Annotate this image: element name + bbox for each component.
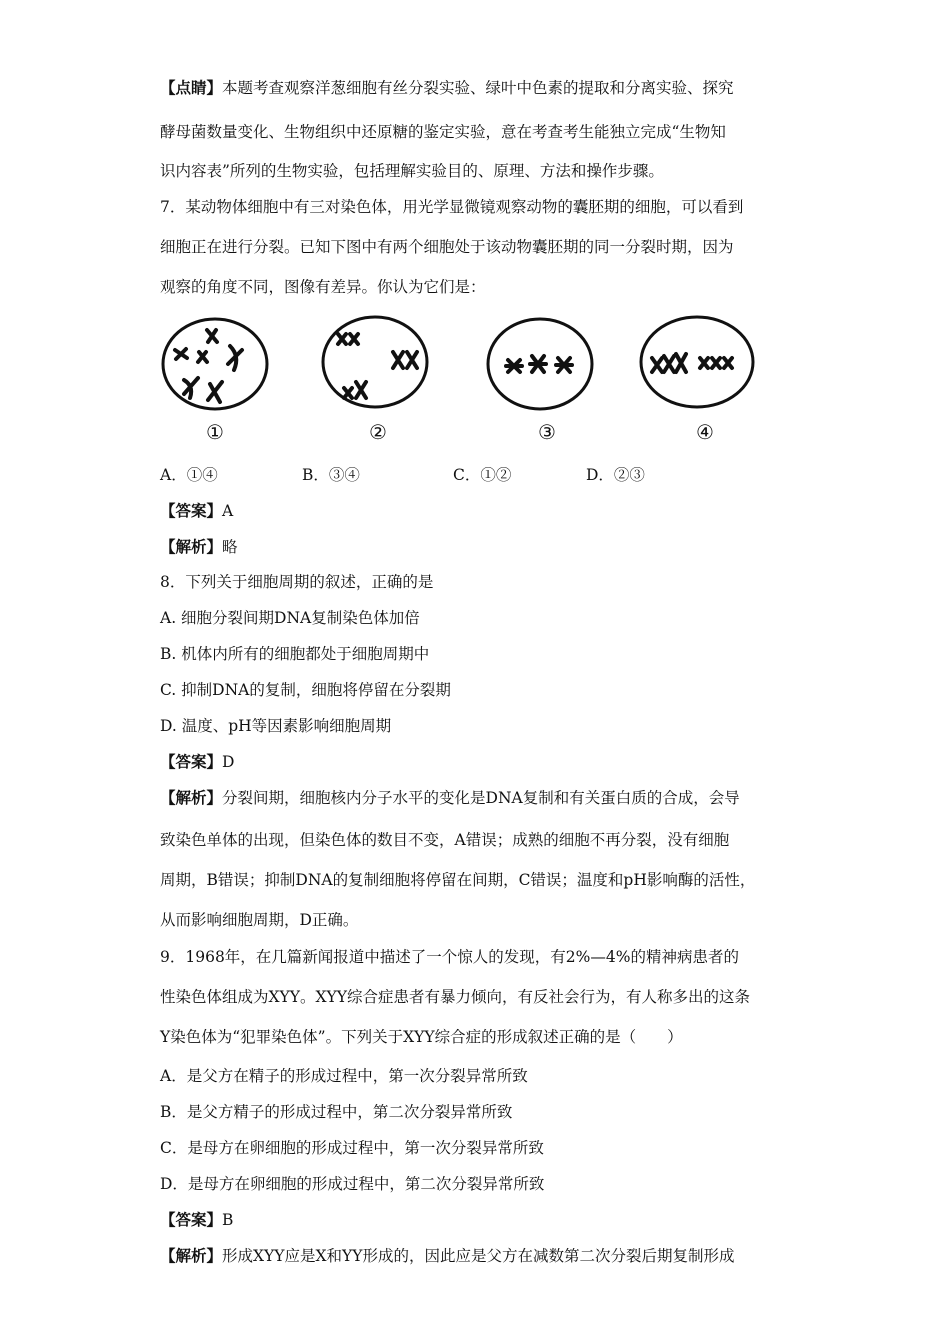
q7-stem-line-2: 细胞正在进行分裂。已知下图中有两个细胞处于该动物囊胚期的同一分裂时期，因为: [160, 238, 734, 256]
q8-answer: 【答案】D: [160, 752, 235, 771]
figure-label-1: ①: [206, 420, 224, 444]
q9-option-c[interactable]: C．是母方在卵细胞的形成过程中，第一次分裂异常所致: [160, 1139, 544, 1157]
q7-answer: 【答案】A: [160, 501, 234, 520]
comment-line-1: 【点睛】本题考查观察洋葱细胞有丝分裂实验、绿叶中色素的提取和分离实验、探究: [160, 78, 734, 97]
q7-analysis: 【解析】略: [160, 537, 238, 556]
cell-2-chromosomes: [338, 334, 417, 398]
q8-analysis-line-3: 周期，B错误；抑制DNA的复制细胞将停留在间期，C错误；温度和pH影响酶的活性，: [160, 871, 756, 889]
cell-1-chromosomes: [175, 330, 242, 402]
q8-option-d[interactable]: D. 温度、pH等因素影响细胞周期: [160, 717, 392, 735]
cell-4-chromosomes: [652, 354, 732, 372]
q9-option-d[interactable]: D．是母方在卵细胞的形成过程中，第二次分裂异常所致: [160, 1175, 545, 1193]
q9-option-a[interactable]: A．是父方在精子的形成过程中，第一次分裂异常所致: [160, 1067, 528, 1085]
figure-label-2: ②: [369, 420, 387, 444]
q8-stem: 8．下列关于细胞周期的叙述，正确的是: [160, 573, 434, 591]
cell-division-figure: [150, 312, 790, 452]
q9-analysis: 【解析】形成XYY应是X和YY形成的，因此应是父方在减数第二次分裂后期复制形成: [160, 1246, 735, 1265]
q7-stem-line-3: 观察的角度不同，图像有差异。你认为它们是：: [160, 278, 486, 296]
q9-option-b[interactable]: B．是父方精子的形成过程中，第二次分裂异常所致: [160, 1103, 513, 1121]
q7-option-a[interactable]: A．①④: [160, 466, 218, 484]
q8-analysis-line-1: 【解析】分裂间期，细胞核内分子水平的变化是DNA复制和有关蛋白质的合成，会导: [160, 788, 740, 807]
q7-stem-line-1: 7．某动物体细胞中有三对染色体，用光学显微镜观察动物的囊胚期的细胞，可以看到: [160, 198, 744, 216]
comment-line-2: 酵母菌数量变化、生物组织中还原糖的鉴定实验，意在考查考生能独立完成“生物知: [160, 123, 726, 141]
comment-tag: 【点睛】: [160, 78, 223, 97]
q7-option-c[interactable]: C．①②: [453, 466, 512, 484]
q8-option-b[interactable]: B. 机体内所有的细胞都处于细胞周期中: [160, 645, 430, 663]
q7-option-d[interactable]: D．②③: [586, 466, 645, 484]
figure-label-4: ④: [696, 420, 714, 444]
q8-option-a[interactable]: A. 细胞分裂间期DNA复制染色体加倍: [160, 609, 420, 627]
q9-answer: 【答案】B: [160, 1210, 234, 1229]
q9-stem-line-2: 性染色体组成为XYY。XYY综合症患者有暴力倾向，有反社会行为，有人称多出的这条: [160, 988, 751, 1006]
figure-label-3: ③: [538, 420, 556, 444]
q8-option-c[interactable]: C. 抑制DNA的复制，细胞将停留在分裂期: [160, 681, 451, 699]
q8-analysis-line-2: 致染色单体的出现，但染色体的数目不变，A错误；成熟的细胞不再分裂，没有细胞: [160, 831, 730, 849]
q7-option-b[interactable]: B．③④: [302, 466, 360, 484]
cell-3-chromosomes: [506, 356, 572, 372]
q8-analysis-line-4: 从而影响细胞周期，D正确。: [160, 911, 359, 929]
q9-stem-line-1: 9．1968年，在几篇新闻报道中描述了一个惊人的发现，有2%—4%的精神病患者的: [160, 948, 739, 966]
comment-line-3: 识内容表”所列的生物实验，包括理解实验目的、原理、方法和操作步骤。: [160, 162, 664, 180]
q9-stem-line-3: Y染色体为“犯罪染色体”。下列关于XYY综合症的形成叙述正确的是（ ）: [160, 1028, 683, 1046]
